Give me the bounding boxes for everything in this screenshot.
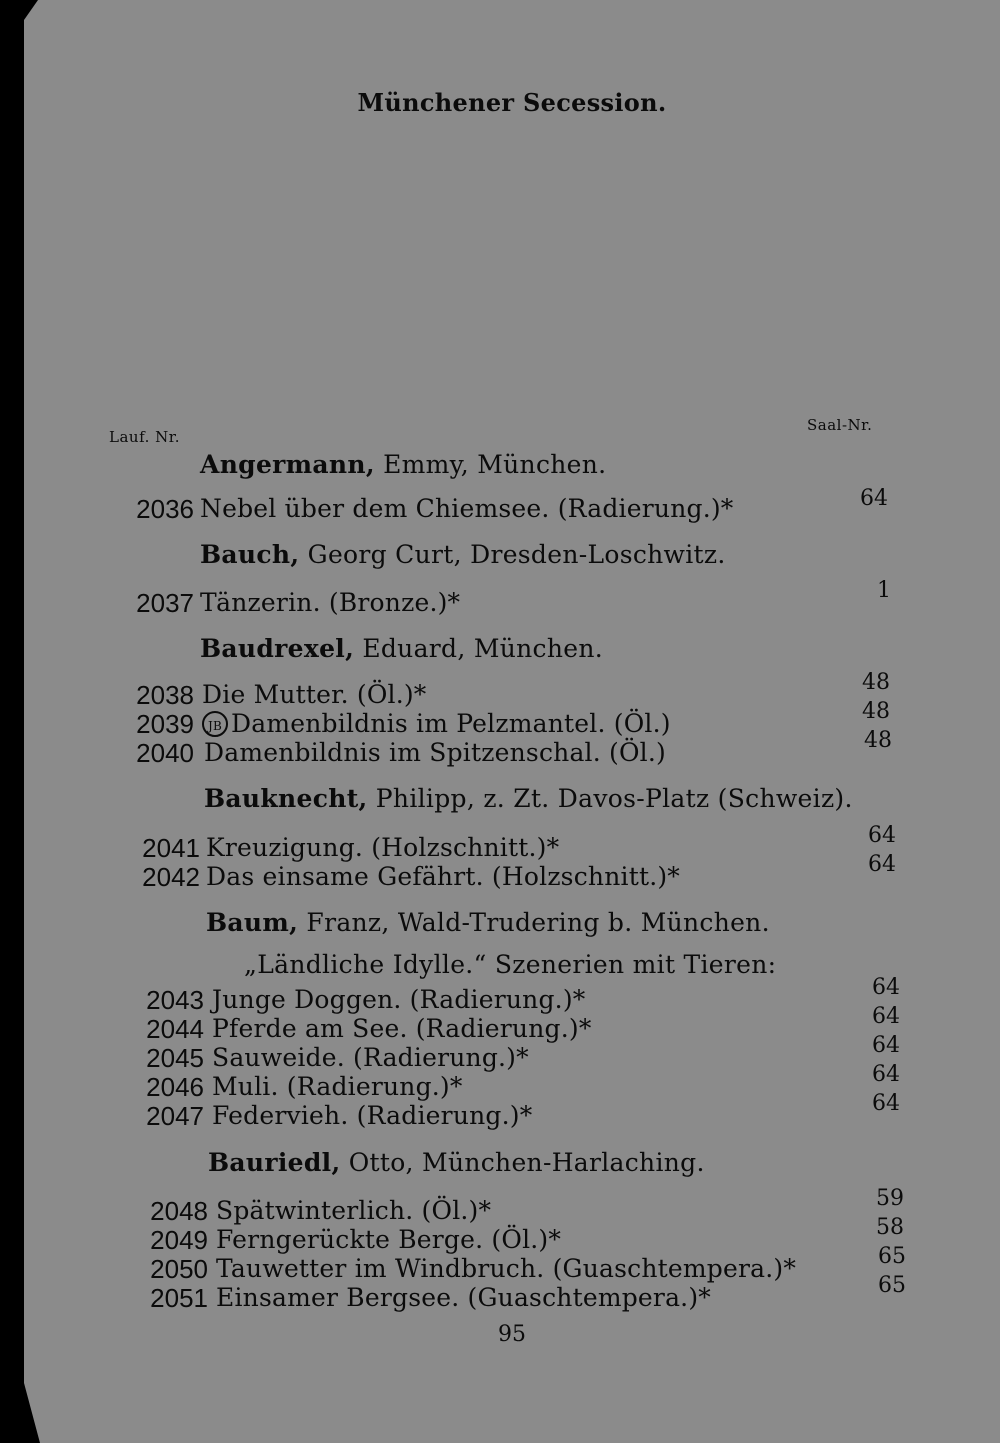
artist-surname: Bauch, [200,540,300,569]
entry-saal: 58 [876,1215,904,1240]
entry-title: Federvieh. (Radierung.)* [212,1101,533,1130]
spine-shadow-bottom [24,1383,40,1443]
entry-title: Sauweide. (Radierung.)* [212,1043,529,1072]
series-note: „Ländliche Idylle.“ Szenerien mit Tieren: [244,950,777,979]
artist-surname: Bauknecht, [204,784,368,813]
entry-title-text: Damenbildnis im Pelzmantel. (Öl.) [231,709,671,738]
page-number: 95 [498,1322,526,1347]
catalog-entry [24,1244,1000,1284]
entry-saal: 48 [862,670,890,695]
entry-number: 2036 [136,494,194,524]
artist-surname: Bauriedl, [208,1148,341,1177]
catalog-entry [24,728,1000,768]
catalog-entry [24,1215,1000,1255]
entry-title: Nebel über dem Chiemsee. (Radierung.)* [200,494,734,523]
artist-heading [206,908,770,937]
entry-number: 2045 [146,1043,204,1073]
entry-title: Pferde am See. (Radierung.)* [212,1014,592,1043]
entry-number: 2043 [146,985,204,1015]
jury-mark-icon: JB [202,711,228,737]
catalog-entry [24,1091,1000,1131]
artist-details: Philipp, z. Zt. Davos-Platz (Schweiz). [367,784,853,813]
page-title: Münchener Secession. [357,88,667,117]
entry-saal: 64 [872,1091,900,1116]
catalog-entry [24,1033,1000,1073]
artist-surname: Baudrexel, [200,634,355,663]
entry-saal: 64 [860,486,888,511]
entry-number: 2044 [146,1014,204,1044]
column-header-saal-nr: Saal-Nr. [807,416,873,434]
entry-saal: 65 [878,1273,906,1298]
entry-number: 2047 [146,1101,204,1131]
entry-title [202,709,671,738]
entry-saal: 48 [862,699,890,724]
entry-title: Kreuzigung. (Holzschnitt.)* [206,833,560,862]
catalog-entry [24,670,1000,710]
entry-number: 2042 [142,862,200,892]
entry-title: Spätwinterlich. (Öl.)* [216,1196,492,1225]
entry-saal: 64 [868,823,896,848]
entry-title: Muli. (Radierung.)* [212,1072,463,1101]
catalog-entry [24,852,1000,892]
catalog-entry [24,823,1000,863]
entry-number: 2049 [150,1225,208,1255]
entry-number: 2038 [136,680,194,710]
artist-details: Emmy, München. [374,450,607,479]
entry-title: Das einsame Gefährt. (Holzschnitt.)* [206,862,681,891]
artist-heading [200,634,603,663]
entry-number: 2051 [150,1283,208,1313]
entry-saal: 48 [864,728,892,753]
catalog-entry [24,1186,1000,1226]
entry-saal: 64 [868,852,896,877]
entry-saal: 64 [872,1004,900,1029]
entry-title: Die Mutter. (Öl.)* [202,680,427,709]
artist-details: Otto, München-Harlaching. [340,1148,705,1177]
entry-number: 2041 [142,833,200,863]
entry-saal: 64 [872,1062,900,1087]
artist-surname: Baum, [206,908,299,937]
entry-saal: 64 [872,975,900,1000]
catalog-entry [24,1004,1000,1044]
artist-heading [208,1148,705,1177]
catalog-entry [24,1273,1000,1313]
artist-heading [204,784,853,813]
artist-details: Eduard, München. [354,634,603,663]
artist-heading [200,540,726,569]
entry-number: 2039 [136,709,194,739]
book-spine [0,0,24,1443]
entry-title: Einsamer Bergsee. (Guaschtempera.)* [216,1283,711,1312]
catalog-page [24,0,1000,1443]
entry-title: Junge Doggen. (Radierung.)* [212,985,586,1014]
entry-title: Damenbildnis im Spitzenschal. (Öl.) [204,738,666,767]
entry-number: 2050 [150,1254,208,1284]
entry-saal: 64 [872,1033,900,1058]
artist-details: Franz, Wald-Trudering b. München. [298,908,770,937]
entry-number: 2040 [136,738,194,768]
spine-shadow-top [24,0,38,20]
entry-saal: 65 [878,1244,906,1269]
entry-number: 2037 [136,588,194,618]
entry-saal: 59 [876,1186,904,1211]
catalog-entry [24,1062,1000,1102]
artist-surname: Angermann, [200,450,375,479]
artist-heading [200,450,606,479]
entry-title: Tauwetter im Windbruch. (Guaschtempera.)* [216,1254,797,1283]
artist-details: Georg Curt, Dresden-Loschwitz. [299,540,726,569]
entry-number: 2046 [146,1072,204,1102]
entry-title: Ferngerückte Berge. (Öl.)* [216,1225,562,1254]
entry-saal: 1 [877,578,891,603]
entry-number: 2048 [150,1196,208,1226]
catalog-entry [24,486,1000,524]
column-header-lauf-nr: Lauf. Nr. [109,428,181,446]
catalog-entry [24,699,1000,739]
catalog-entry [24,975,1000,1015]
entry-title: Tänzerin. (Bronze.)* [200,588,461,617]
catalog-entry [24,578,1000,618]
